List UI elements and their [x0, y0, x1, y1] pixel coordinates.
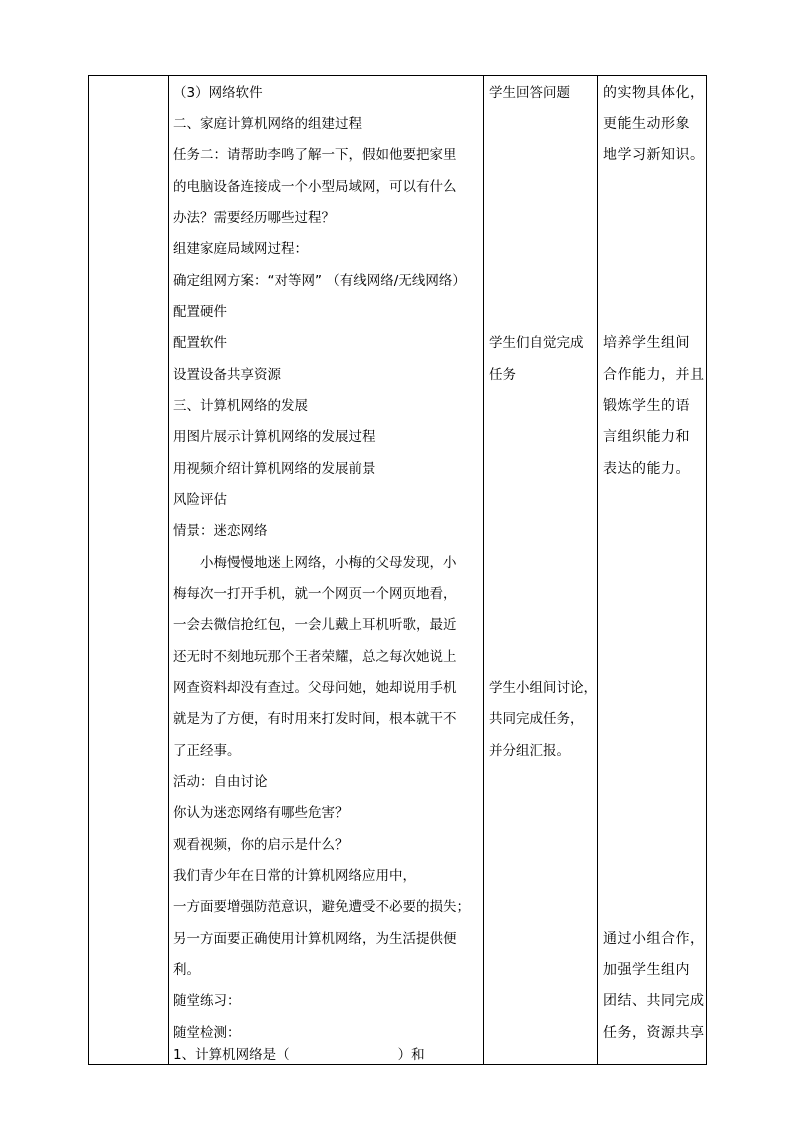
student-line: 学生回答问题 — [489, 85, 570, 101]
purpose-line: 的实物具体化， — [603, 85, 705, 101]
content-line: 另一方面要正确使用计算机网络，为生活提供便 — [173, 931, 457, 947]
content-line: 任务二：请帮助李鸣了解一下，假如他要把家里 — [173, 147, 457, 163]
purpose-line: 加强学生组内 — [603, 962, 690, 978]
content-line: 组建家庭局域网过程： — [173, 241, 308, 257]
content-line: 办法？需要经历哪些过程？ — [173, 210, 335, 226]
content-line: 利。 — [173, 962, 200, 978]
student-line: 共同完成任务， — [489, 711, 584, 727]
content-line: 用视频介绍计算机网络的发展前景 — [173, 461, 376, 477]
purpose-line: 团结、共同完成 — [603, 993, 705, 1009]
student-line: 学生们自觉完成 — [489, 335, 584, 351]
student-line: 学生小组间讨论， — [489, 680, 597, 696]
purpose-line: 通过小组合作， — [603, 931, 705, 947]
purpose-line: 更能生动形象 — [603, 116, 690, 132]
purpose-line: 表达的能力。 — [603, 461, 690, 477]
content-line: 梅每次一打开手机，就一个网页一个网页地看， — [173, 586, 457, 602]
content-line: 我们青少年在日常的计算机网络应用中， — [173, 868, 416, 884]
content-line: 小梅慢慢地迷上网络，小梅的父母发现，小 — [173, 555, 457, 571]
lesson-table — [88, 75, 707, 1065]
content-line: 网查资料却没有查过。父母问她，她却说用手机 — [173, 680, 457, 696]
section-heading: 三、计算机网络的发展 — [173, 398, 308, 414]
content-line: 设置设备共享资源 — [173, 367, 281, 383]
content-line: 随堂练习： — [173, 993, 241, 1009]
content-line: 确定组网方案：“对等网” （有线网络/无线网络） — [173, 273, 466, 289]
content-line: 配置硬件 — [173, 304, 227, 320]
design-purpose-cell — [603, 76, 707, 1064]
content-line: 就是为了方便，有时用来打发时间，根本就干不 — [173, 711, 457, 727]
purpose-line: 合作能力，并且 — [603, 367, 705, 383]
column-divider — [168, 76, 169, 1064]
content-line: 的电脑设备连接成一个小型局域网，可以有什么 — [173, 179, 457, 195]
purpose-line: 言组织能力和 — [603, 429, 690, 445]
content-line: 还无时不刻地玩那个王者荣耀，总之每次她说上 — [173, 649, 457, 665]
content-line: 一会去微信抢红包，一会儿戴上耳机听歌，最近 — [173, 617, 457, 633]
column-divider — [483, 76, 484, 1064]
content-line: 随堂检测： — [173, 1025, 241, 1041]
student-line: 任务 — [489, 367, 516, 383]
content-line: 情景：迷恋网络 — [173, 523, 268, 539]
content-line: 活动：自由讨论 — [173, 774, 268, 790]
content-line: 一方面要增强防范意识，避免遭受不必要的损失； — [173, 899, 470, 915]
content-line: 你认为迷恋网络有哪些危害？ — [173, 805, 349, 821]
content-line: 观看视频，你的启示是什么？ — [173, 837, 349, 853]
purpose-line: 锻炼学生的语 — [603, 398, 690, 414]
column-divider — [597, 76, 598, 1064]
purpose-line: 培养学生组间 — [603, 335, 690, 351]
content-line: （3）网络软件 — [173, 85, 263, 101]
student-line: 并分组汇报。 — [489, 743, 570, 759]
purpose-line: 任务，资源共享 — [603, 1025, 705, 1041]
stage-column-cell — [89, 76, 168, 1064]
section-heading: 二、家庭计算机网络的组建过程 — [173, 116, 362, 132]
purpose-line: 地学习新知识。 — [603, 147, 705, 163]
content-line: 风险评估 — [173, 492, 227, 508]
teaching-content-cell — [173, 76, 481, 1064]
content-line: 配置软件 — [173, 335, 227, 351]
content-line: 用图片展示计算机网络的发展过程 — [173, 429, 376, 445]
content-line: 了正经事。 — [173, 743, 241, 759]
student-activity-cell — [489, 76, 595, 1064]
content-line: 1、计算机网络是（ ）和 — [173, 1047, 425, 1063]
